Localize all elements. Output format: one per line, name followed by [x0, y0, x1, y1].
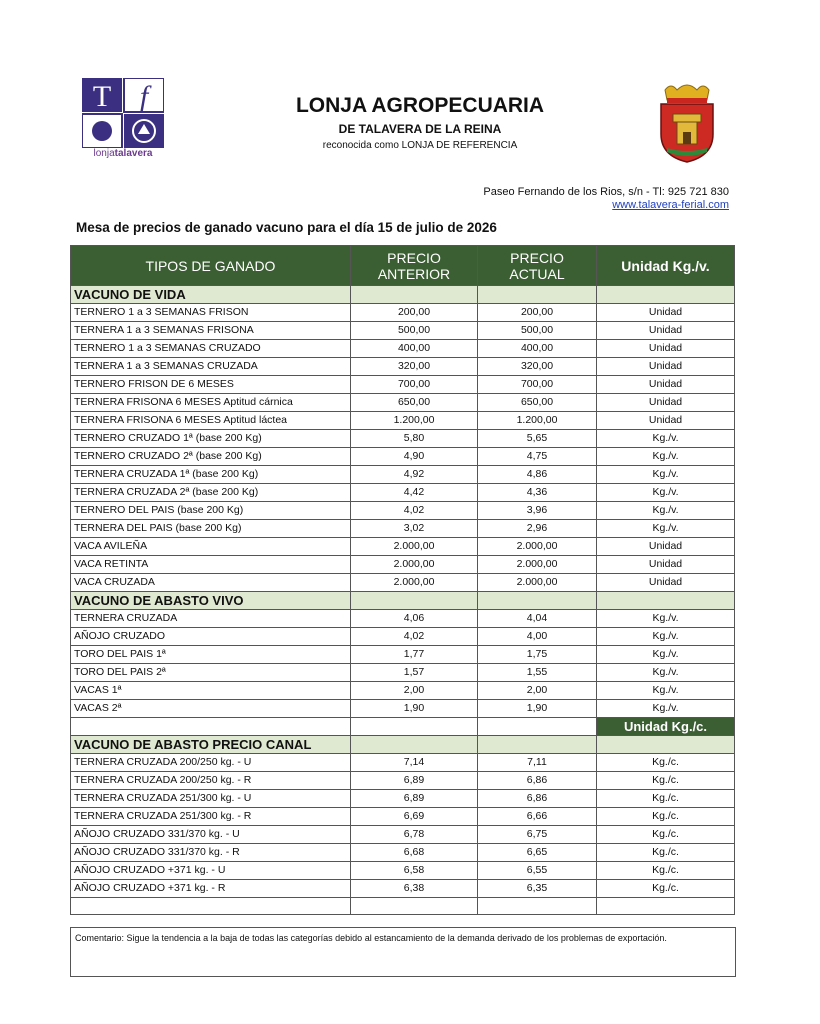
price-unit: Kg./c. — [597, 772, 735, 790]
price-unit: Unidad — [597, 322, 735, 340]
current-price: 1,75 — [478, 646, 597, 664]
price-table — [70, 245, 735, 915]
logo-caption: lonjatalavera — [93, 148, 153, 159]
livestock-type: TERNERA FRISONA 6 MESES Aptitud láctea — [71, 412, 351, 430]
previous-price: 5,80 — [351, 430, 478, 448]
table-row — [71, 808, 735, 826]
price-unit: Unidad — [597, 358, 735, 376]
page-subtitle: DE TALAVERA DE LA REINA — [338, 122, 502, 136]
current-price: 1.200,00 — [478, 412, 597, 430]
table-row — [71, 412, 735, 430]
table-row — [71, 844, 735, 862]
livestock-type: TERNERO CRUZADO 2ª (base 200 Kg) — [71, 448, 351, 466]
livestock-type: TERNERA 1 a 3 SEMANAS CRUZADA — [71, 358, 351, 376]
table-row — [71, 610, 735, 628]
previous-price: 1,57 — [351, 664, 478, 682]
section-empty-cell — [351, 592, 478, 610]
reference-note: reconocida como LONJA DE REFERENCIA — [322, 140, 518, 151]
livestock-type: TERNERA FRISONA 6 MESES Aptitud cárnica — [71, 394, 351, 412]
current-price: 1,55 — [478, 664, 597, 682]
website-link[interactable]: www.talavera-ferial.com — [612, 199, 729, 211]
previous-price: 400,00 — [351, 340, 478, 358]
blank-cell — [71, 718, 351, 736]
livestock-type: TERNERA CRUZADA 251/300 kg. - U — [71, 790, 351, 808]
livestock-type: TERNERO 1 a 3 SEMANAS CRUZADO — [71, 340, 351, 358]
current-price: 6,86 — [478, 772, 597, 790]
page-title: LONJA AGROPECUARIA — [295, 94, 545, 117]
price-unit: Unidad — [597, 394, 735, 412]
table-row — [71, 574, 735, 592]
price-unit: Kg./v. — [597, 646, 735, 664]
section-empty-cell — [478, 286, 597, 304]
previous-price: 4,92 — [351, 466, 478, 484]
price-unit: Kg./v. — [597, 664, 735, 682]
livestock-type: TERNERA CRUZADA 1ª (base 200 Kg) — [71, 466, 351, 484]
price-unit: Kg./v. — [597, 466, 735, 484]
previous-price: 4,02 — [351, 628, 478, 646]
previous-price: 6,78 — [351, 826, 478, 844]
previous-price: 650,00 — [351, 394, 478, 412]
previous-price: 6,68 — [351, 844, 478, 862]
livestock-type: TERNERA 1 a 3 SEMANAS FRISONA — [71, 322, 351, 340]
section-empty-cell — [478, 736, 597, 754]
table-row — [71, 772, 735, 790]
livestock-type: VACA RETINTA — [71, 556, 351, 574]
col-header-curr: PRECIO ACTUAL — [478, 246, 597, 286]
previous-price: 3,02 — [351, 520, 478, 538]
lonja-logo-icon — [82, 78, 164, 148]
price-unit: Kg./v. — [597, 448, 735, 466]
price-unit: Kg./c. — [597, 754, 735, 772]
current-price: 650,00 — [478, 394, 597, 412]
previous-price: 6,69 — [351, 808, 478, 826]
table-row — [71, 358, 735, 376]
table-row — [71, 430, 735, 448]
blank-row — [71, 898, 735, 915]
svg-text:f: f — [139, 80, 149, 113]
current-price: 1,90 — [478, 700, 597, 718]
current-price: 7,11 — [478, 754, 597, 772]
current-price: 6,35 — [478, 880, 597, 898]
previous-price: 1,77 — [351, 646, 478, 664]
current-price: 4,86 — [478, 466, 597, 484]
address: Paseo Fernando de los Rios, s/n - Tl: 925 721 830 — [483, 186, 729, 198]
previous-price: 2.000,00 — [351, 538, 478, 556]
livestock-type: TERNERO DEL PAIS (base 200 Kg) — [71, 502, 351, 520]
coat-of-arms-icon — [655, 82, 719, 164]
current-price: 3,96 — [478, 502, 597, 520]
unit-header: Unidad Kg./c. — [597, 718, 735, 736]
price-unit: Kg./v. — [597, 502, 735, 520]
current-price: 6,86 — [478, 790, 597, 808]
price-unit: Kg./c. — [597, 826, 735, 844]
previous-price: 4,06 — [351, 610, 478, 628]
table-row — [71, 448, 735, 466]
table-row — [71, 646, 735, 664]
price-unit: Kg./v. — [597, 520, 735, 538]
livestock-type: AÑOJO CRUZADO — [71, 628, 351, 646]
svg-text:T: T — [92, 80, 112, 113]
lonja-logo — [82, 78, 164, 162]
previous-price: 2,00 — [351, 682, 478, 700]
blank-cell — [478, 718, 597, 736]
table-row — [71, 466, 735, 484]
current-price: 200,00 — [478, 304, 597, 322]
current-price: 6,55 — [478, 862, 597, 880]
livestock-type: VACA AVILEÑA — [71, 538, 351, 556]
livestock-type: TERNERA DEL PAIS (base 200 Kg) — [71, 520, 351, 538]
table-row — [71, 484, 735, 502]
blank-cell — [71, 898, 351, 915]
document-heading: Mesa de precios de ganado vacuno para el día 15 de julio de 2026 — [76, 220, 497, 235]
price-unit: Kg./v. — [597, 430, 735, 448]
price-unit: Unidad — [597, 304, 735, 322]
table-row — [71, 682, 735, 700]
livestock-type: TERNERA CRUZADA 200/250 kg. - R — [71, 772, 351, 790]
table-body — [71, 286, 735, 915]
section-title: VACUNO DE VIDA — [71, 286, 351, 304]
table-row — [71, 376, 735, 394]
price-unit: Kg./v. — [597, 484, 735, 502]
blank-cell — [478, 898, 597, 915]
table-row — [71, 862, 735, 880]
current-price: 6,66 — [478, 808, 597, 826]
previous-price: 7,14 — [351, 754, 478, 772]
current-price: 4,04 — [478, 610, 597, 628]
table-row — [71, 394, 735, 412]
current-price: 4,36 — [478, 484, 597, 502]
table-row — [71, 520, 735, 538]
table-row — [71, 790, 735, 808]
price-unit: Kg./v. — [597, 700, 735, 718]
previous-price: 2.000,00 — [351, 556, 478, 574]
previous-price: 500,00 — [351, 322, 478, 340]
current-price: 4,75 — [478, 448, 597, 466]
previous-price: 6,58 — [351, 862, 478, 880]
blank-cell — [597, 898, 735, 915]
previous-price: 6,89 — [351, 772, 478, 790]
blank-cell — [351, 718, 478, 736]
table-row — [71, 304, 735, 322]
comment-box: Comentario: Sigue la tendencia a la baja de todas las categorías debido al estancamiento de la demanda derivado de los problemas de exportación. — [70, 927, 736, 977]
section-empty-cell — [351, 736, 478, 754]
section-empty-cell — [597, 286, 735, 304]
current-price: 2,00 — [478, 682, 597, 700]
current-price: 700,00 — [478, 376, 597, 394]
current-price: 2.000,00 — [478, 538, 597, 556]
col-header-unit: Unidad Kg./v. — [597, 246, 735, 286]
price-unit: Unidad — [597, 574, 735, 592]
blank-cell — [351, 898, 478, 915]
price-unit: Kg./c. — [597, 808, 735, 826]
price-unit: Kg./c. — [597, 880, 735, 898]
table-row — [71, 502, 735, 520]
section-empty-cell — [351, 286, 478, 304]
livestock-type: TERNERO 1 a 3 SEMANAS FRISON — [71, 304, 351, 322]
livestock-type: TERNERA CRUZADA 200/250 kg. - U — [71, 754, 351, 772]
section-empty-cell — [478, 592, 597, 610]
current-price: 320,00 — [478, 358, 597, 376]
price-unit: Kg./c. — [597, 862, 735, 880]
previous-price: 4,02 — [351, 502, 478, 520]
livestock-type: VACA CRUZADA — [71, 574, 351, 592]
table-row — [71, 880, 735, 898]
price-unit: Kg./v. — [597, 628, 735, 646]
table-row — [71, 322, 735, 340]
unit-header-row — [71, 718, 735, 736]
previous-price: 2.000,00 — [351, 574, 478, 592]
current-price: 2,96 — [478, 520, 597, 538]
table-row — [71, 538, 735, 556]
section-row — [71, 736, 735, 754]
previous-price: 6,38 — [351, 880, 478, 898]
table-row — [71, 340, 735, 358]
current-price: 2.000,00 — [478, 556, 597, 574]
price-unit: Kg./v. — [597, 610, 735, 628]
price-unit: Unidad — [597, 556, 735, 574]
col-header-type: TIPOS DE GANADO — [71, 246, 351, 286]
previous-price: 700,00 — [351, 376, 478, 394]
livestock-type: VACAS 1ª — [71, 682, 351, 700]
current-price: 5,65 — [478, 430, 597, 448]
current-price: 6,65 — [478, 844, 597, 862]
section-empty-cell — [597, 736, 735, 754]
table-row — [71, 628, 735, 646]
table-row — [71, 826, 735, 844]
current-price: 6,75 — [478, 826, 597, 844]
price-unit: Unidad — [597, 376, 735, 394]
price-unit: Kg./c. — [597, 790, 735, 808]
current-price: 2.000,00 — [478, 574, 597, 592]
previous-price: 4,90 — [351, 448, 478, 466]
livestock-type: AÑOJO CRUZADO 331/370 kg. - R — [71, 844, 351, 862]
current-price: 500,00 — [478, 322, 597, 340]
section-row — [71, 286, 735, 304]
livestock-type: TERNERO CRUZADO 1ª (base 200 Kg) — [71, 430, 351, 448]
livestock-type: TERNERO FRISON DE 6 MESES — [71, 376, 351, 394]
livestock-type: TERNERA CRUZADA 2ª (base 200 Kg) — [71, 484, 351, 502]
current-price: 400,00 — [478, 340, 597, 358]
livestock-type: TORO DEL PAIS 2ª — [71, 664, 351, 682]
previous-price: 320,00 — [351, 358, 478, 376]
previous-price: 1,90 — [351, 700, 478, 718]
price-unit: Kg./v. — [597, 682, 735, 700]
col-header-prev: PRECIO ANTERIOR — [351, 246, 478, 286]
price-unit: Unidad — [597, 538, 735, 556]
previous-price: 4,42 — [351, 484, 478, 502]
livestock-type: AÑOJO CRUZADO 331/370 kg. - U — [71, 826, 351, 844]
livestock-type: TERNERA CRUZADA — [71, 610, 351, 628]
section-empty-cell — [597, 592, 735, 610]
livestock-type: TORO DEL PAIS 1ª — [71, 646, 351, 664]
price-unit: Kg./c. — [597, 844, 735, 862]
table-row — [71, 700, 735, 718]
current-price: 4,00 — [478, 628, 597, 646]
previous-price: 1.200,00 — [351, 412, 478, 430]
livestock-type: VACAS 2ª — [71, 700, 351, 718]
section-title: VACUNO DE ABASTO PRECIO CANAL — [71, 736, 351, 754]
price-unit: Unidad — [597, 340, 735, 358]
table-header-row — [71, 246, 735, 286]
table-row — [71, 754, 735, 772]
livestock-type: AÑOJO CRUZADO +371 kg. - U — [71, 862, 351, 880]
previous-price: 200,00 — [351, 304, 478, 322]
livestock-type: AÑOJO CRUZADO +371 kg. - R — [71, 880, 351, 898]
section-title: VACUNO DE ABASTO VIVO — [71, 592, 351, 610]
previous-price: 6,89 — [351, 790, 478, 808]
section-row — [71, 592, 735, 610]
price-unit: Unidad — [597, 412, 735, 430]
table-row — [71, 664, 735, 682]
livestock-type: TERNERA CRUZADA 251/300 kg. - R — [71, 808, 351, 826]
table-row — [71, 556, 735, 574]
